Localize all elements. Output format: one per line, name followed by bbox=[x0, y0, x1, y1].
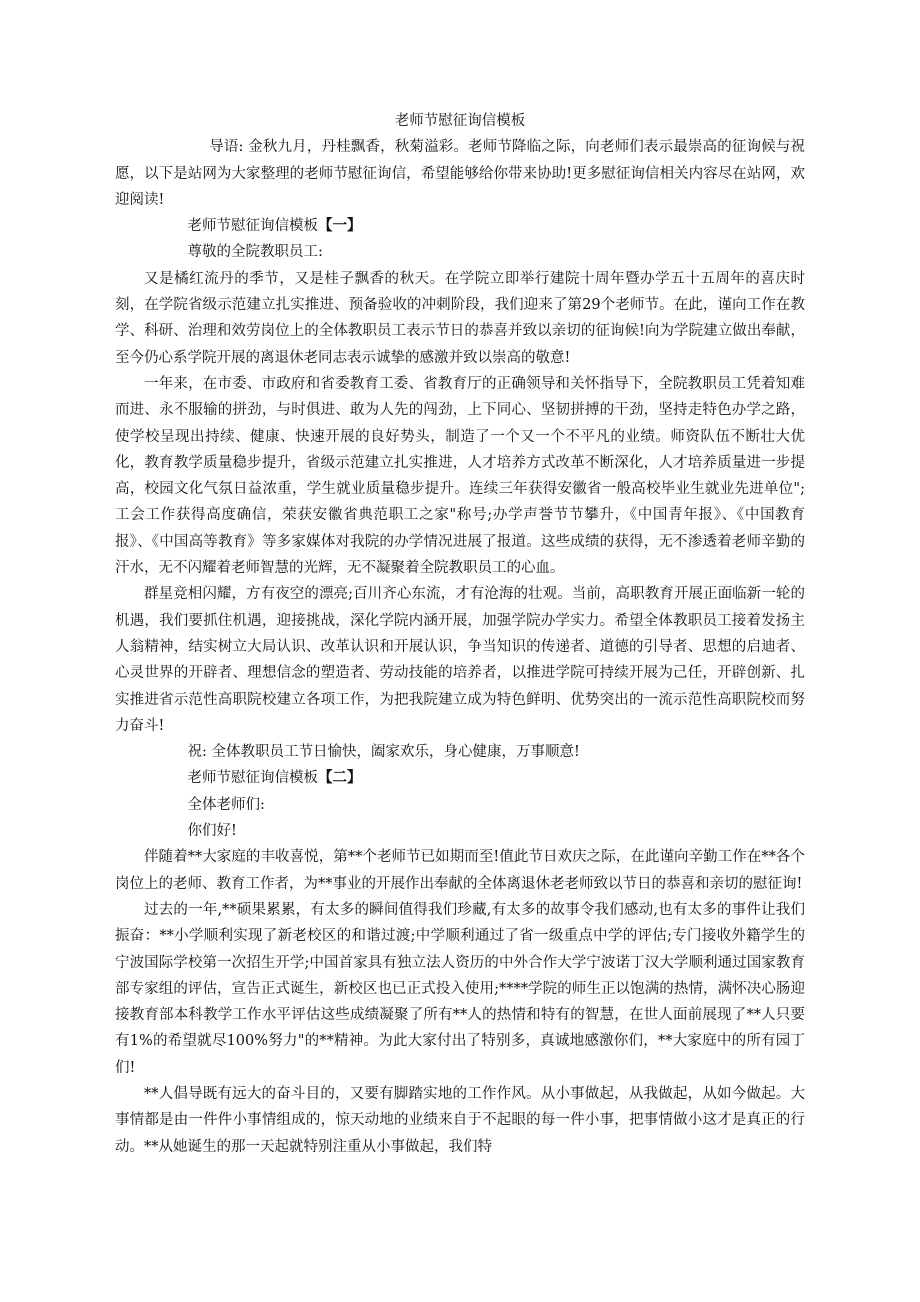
section-2-paragraph-2: 过去的一年,**硕果累累，有太多的瞬间值得我们珍藏,有太多的故事令我们感动,也有太多的事件让我们振奋：**小学顺利实现了新老校区的和谐过渡;中学顺利通过了省一级重点中学的评估;专门接收外籍学生的宁波国际学校第一次招生开学;中国首家具有独立法人资历的中外合作大学宁波诺丁汉大学顺利通过国家教育部专家组的评估，宣告正式诞生，新校区也已正式投入使用;****学院的师生正以饱满的热情，满怀决心肠迎接教育部本科教学工作水平评估这些成绩凝聚了所有**人的热情和特有的智慧，在世人面前展现了**人只要有1%的希望就尽100%努力"的**精神。为此大家付出了特别多，真诚地感激你们，**大家庭中的所有园丁们! bbox=[115, 901, 805, 1076]
document-page bbox=[115, 108, 805, 1160]
section-1-paragraph-2: 一年来，在市委、市政府和省委教育工委、省教育厅的正确领导和关怀指导下，全院教职员工凭着知难而进、永不服输的拼劲，与时俱进、敢为人先的闯劲，上下同心、坚韧拼搏的干劲，坚持走特色办学之路，使学校呈现出持续、健康、快速开展的良好势头，制造了一个又一个不平凡的业绩。师资队伍不断壮大优化，教育教学质量稳步提升，省级示范建立扎实推进，人才培养方式改革不断深化，人才培养质量进一步提高，校园文化气氛日益浓重，学生就业质量稳步提升。连续三年获得安徽省一般高校毕业生就业先进单位";工会工作获得高度确信，荣获安徽省典范职工之家"称号;办学声誉节节攀升，《中国青年报》、《中国教育报》、《中国高等教育》等多家媒体对我院的办学情况进展了报道。这些成绩的获得，无不渗透着老师辛勤的汗水，无不闪耀着老师智慧的光辉，无不凝聚着全院教职员工的心血。 bbox=[115, 375, 805, 577]
document-title: 老师节慰征询信模板 bbox=[394, 113, 526, 129]
section-2-salutation: 全体老师们: bbox=[187, 796, 265, 813]
section-2-paragraph-3: **人倡导既有远大的奋斗目的，又要有脚踏实地的工作作风。从小事做起，从我做起，从如今做起。大事情都是由一件件小事情组成的，惊天动地的业绩来自于不起眼的每一件小事，把事情做小这才是真正的行动。**从她诞生的那一天起就特别注重从小事做起，我们特 bbox=[115, 1085, 805, 1155]
section-1-heading bbox=[115, 213, 805, 239]
section-1-paragraph-1: 又是橘红流丹的季节，又是桂子飘香的秋天。在学院立即举行建院十周年暨办学五十五周年的喜庆时刻，在学院省级示范建立扎实推进、预备验收的冲刺阶段，我们迎来了第29个老师节。在此，谨向工作在教学、科研、治理和效劳岗位上的全体教职员工表示节日的恭喜并致以亲切的征询候!向为学院建立做出奉献，至今仍心系学院开展的离退休老同志表示诚挚的感激并致以崇高的敬意! bbox=[115, 270, 805, 366]
section-2-heading-number: 【二】 bbox=[318, 769, 362, 787]
intro-paragraph: 导语: 金秋九月，丹桂飘香，秋菊溢彩。老师节降临之际，向老师们表示最崇高的征询候与祝愿，以下是站网为大家整理的老师节慰征询信，希望能够给你带来协助!更多慰征询信相关内容尽在站网，欢迎阅读! bbox=[115, 139, 805, 208]
section-1-heading-number: 【一】 bbox=[318, 217, 362, 235]
section-1-salutation: 尊敬的全院教职员工: bbox=[187, 244, 323, 261]
section-2-heading-text: 老师节慰征询信模板 bbox=[187, 770, 318, 787]
section-1-paragraph-3: 群星竞相闪耀，方有夜空的漂亮;百川齐心东流，才有沧海的壮观。当前，高职教育开展正面临新一轮的机遇，我们要抓住机遇，迎接挑战，深化学院内涵开展，加强学院办学实力。希望全体教职员工接着发扬主人翁精神，结实树立大局认识、改革认识和开展认识，争当知识的传递者、道德的引导者、思想的启迪者、心灵世界的开辟者、理想信念的塑造者、劳动技能的培养者，以推进学院可持续开展为己任，开辟创新、扎实推进省示范性高职院校建立各项工作，为把我院建立成为特色鲜明、优势突出的一流示范性高职院校而努力奋斗! bbox=[115, 586, 805, 734]
section-2-paragraph-1: 伴随着**大家庭的丰收喜悦，第**个老师节已如期而至!值此节日欢庆之际，在此谨向辛勤工作在**各个岗位上的老师、教育工作者，为**事业的开展作出奉献的全体离退休老老师致以节日的恭喜和亲切的慰征询! bbox=[115, 849, 805, 892]
section-1-closing: 祝: 全体教职员工节日愉快，阖家欢乐，身心健康，万事顺意! bbox=[187, 744, 580, 761]
section-1-heading-text: 老师节慰征询信模板 bbox=[187, 218, 318, 235]
section-2-greeting: 你们好! bbox=[187, 823, 237, 840]
section-2-heading bbox=[115, 765, 805, 791]
